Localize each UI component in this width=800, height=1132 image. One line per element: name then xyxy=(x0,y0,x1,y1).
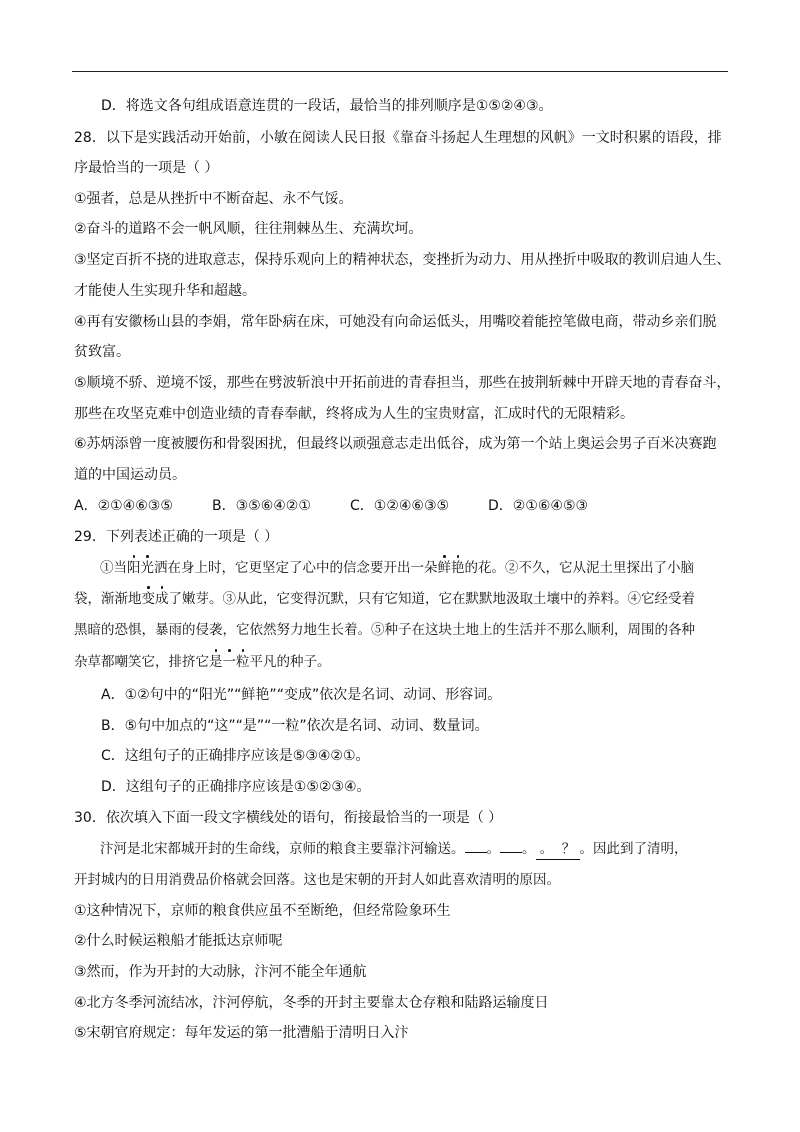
q30-passage-line1: 汴河是北宋都城开封的生命线，京师的粮食主要靠汴河输送。 。 。 。 ？ 。因此到了清明， xyxy=(100,839,688,860)
q30-item-1: ①这种情况下，京师的粮食供应虽不至断绝，但经常险象环生 xyxy=(74,903,451,919)
q28-sentence-2: ②奋斗的道路不会一帆风顺，往往荆棘丛生、充满坎坷。 xyxy=(74,221,423,237)
q28-sentence-5a: ⑤顺境不骄、逆境不馁，那些在劈波斩浪中开拓前进的青春担当，那些在披荆斩棘中开辟天地的青春奋斗， xyxy=(74,375,731,391)
q29-option-d[interactable]: D．这组句子的正确排序应该是①⑤②③④。 xyxy=(101,779,371,795)
q30-item-4: ④北方冬季河流结冰，汴河停航，冬季的开封主要靠太仓存粮和陆路运输度日 xyxy=(74,995,549,1011)
q28-sentence-6b: 道的中国运动员。 xyxy=(74,467,186,483)
q28-option-a[interactable]: A．②①④⑥③⑤ xyxy=(74,498,173,514)
q30-item-2: ②什么时候运粮船才能抵达京师呢 xyxy=(74,933,283,949)
q29-option-a[interactable]: A．①②句中的“阳光”“鲜艳”“变成”依次是名词、动词、形容词。 xyxy=(101,687,502,703)
q29-passage-line4: 杂草都嘲笑它，排挤它是一粒平凡的种子。 xyxy=(74,654,331,670)
q28-sentence-1: ①强者，总是从挫折中不断奋起、永不气馁。 xyxy=(74,191,353,207)
blank-1[interactable] xyxy=(465,852,487,853)
q28-option-d[interactable]: D．②①⑥④⑤③ xyxy=(488,498,589,514)
q28-option-c[interactable]: C．①②④⑥③⑤ xyxy=(350,498,450,514)
q28-sentence-4b: 贫致富。 xyxy=(74,344,130,360)
q28-option-b[interactable]: B．③⑤⑥④②① xyxy=(212,498,311,514)
q29-option-c[interactable]: C．这组句子的正确排序应该是⑤③④②①。 xyxy=(101,748,370,764)
q29-stem: 29．下列表述正确的一项是（ ） xyxy=(74,529,279,545)
q28-stem-line1: 28．以下是实践活动开始前，小敏在阅读人民日报《靠奋斗扬起人生理想的风帆》一文时积累的语段，排 xyxy=(74,130,722,146)
blank-3[interactable]: 。 xyxy=(536,839,558,860)
blank-2[interactable] xyxy=(500,852,522,853)
q30-item-5: ⑤宋朝官府规定：每年发运的第一批漕船于清明日入汴 xyxy=(74,1025,409,1041)
q29-passage-line1: ①当阳光洒在身上时，它更坚定了心中的信念要开出一朵鲜艳的花。②不久，它从泥土里探出了小脑 xyxy=(100,560,694,576)
q30-passage-line2: 开封城内的日用消费品价格就会回落。这也是宋朝的开封人如此喜欢清明的原因。 xyxy=(74,872,560,888)
q29-passage-line3: 黑暗的恐惧，暴雨的侵袭，它依然努力地生长着。⑤种子在这块土地上的生活并不那么顺利，周围的各种 xyxy=(74,622,695,638)
q28-sentence-3a: ③坚定百折不挠的进取意志，保持乐观向上的精神状态，变挫折为动力、用从挫折中吸取的教训启迪人生、 xyxy=(74,252,731,268)
q30-item-3: ③然而，作为开封的大动脉，汴河不能全年通航 xyxy=(74,964,367,980)
q28-stem-line2: 序最恰当的一项是（ ） xyxy=(74,160,219,176)
header-rule xyxy=(72,71,728,72)
q28-sentence-3b: 才能使人生实现升华和超越。 xyxy=(74,283,256,299)
q27-option-d: D．将选文各句组成语意连贯的一段话，最恰当的排列顺序是①⑤②④③。 xyxy=(101,98,553,114)
q29-passage-line2: 袋，渐渐地变成了嫩芽。③从此，它变得沉默，只有它知道，它在默默地汲取土壤中的养料。④它经受着 xyxy=(74,591,695,607)
q28-sentence-5b: 那些在攻坚克难中创造业绩的青春奉献，终将成为人生的宝贵财富，汇成时代的无限精彩。 xyxy=(74,406,634,422)
q30-stem: 30．依次填入下面一段文字横线处的语句，衔接最恰当的一项是（ ） xyxy=(74,810,503,826)
q28-sentence-6a: ⑥苏炳添曾一度被腰伤和骨裂困扰，但最终以顽强意志走出低谷，成为第一个站上奥运会男子百米决赛跑 xyxy=(74,436,717,452)
q29-option-b[interactable]: B．⑤句中加点的“这”“是”“一粒”依次是名词、动词、数量词。 xyxy=(101,718,489,734)
q28-sentence-4a: ④再有安徽杨山县的李娟，常年卧病在床，可她没有向命运低头，用嘴咬着能控笔做电商，带动乡亲们脱 xyxy=(74,314,717,330)
blank-question[interactable]: ？ xyxy=(558,839,580,860)
q28-options xyxy=(74,496,588,516)
